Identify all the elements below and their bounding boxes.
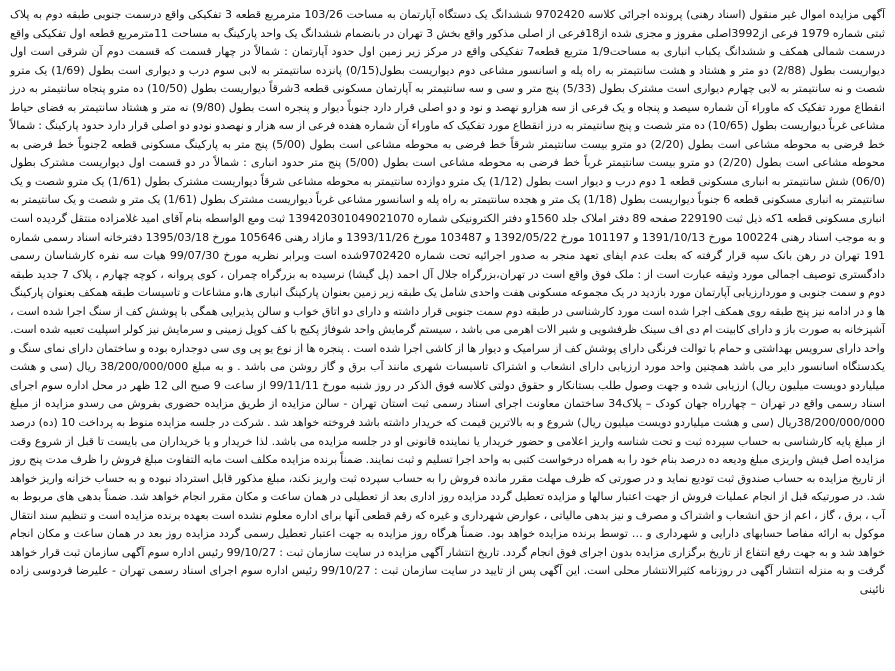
auction-notice-text: آگهی مزایده اموال غیر منقول (اسناد رهنی) پرونده اجرائی کلاسه 9702420 ششدانگ یک دستگاه آپارتمان به مساحت 103/26 مترمربع قطعه 3 تفکیکی واقع درسمت جنوبی طبقه دوم به پلاک ثبتی شماره 1979 فرعی از3992اصلی مفروز و مجزی شده از18فرعی از اصلی مذکور واقع بخش 3 تهران در بانضمام ششدانگ یک واحد پارکینگ به مساحت 11مترمربع قطعه اول تفکیکی واقع درسمت شمالی همکف و ششدانگ یکباب انباری به مساحت1/9 متربع قطعه7 تفکیکی واقع در مرکز زیر زمین اول حدود آپارتمان : شمالاً در چهار قسمت که قسمت دوم آن شرقی است اول دیواریست بطول (2/88) دو متر و هشتاد و هشت سانتیمتر به راه پله و اسانسور مشاعی دوم دیواریست بطول(0/15) پانزده سانتیمتر به لابی سوم درب و دیواری است بطول (1/69) یک مترو شصت و نه سانتیمتر به لابی چهارم دیواری است مشترک بطول (5/33) پنج متر و سی و سه سانتیمتر به آپارتمان مسکونی قطعه 3شرقاً دیواریست بطول (10/50) ده مترو پنجاه سانتیمتر به درز انقطاع مورد تفکیک که ماوراء آن شماره سیصد و پنجاه و یک فرعی از سه هزارو نهصد و نود و دو اصلی قرار دارد جنوباً دیوار و پنجره است بطول (9/80) نه متر و هشتاد سانتیمتر به فضای حیاط مشاعی غرباً دیواریست بطول (10/65) ده متر شصت و پنج سانتیمتر به درز انقطاع مورد تفکیک که ماوراء آن شماره هفده فرعی از سه هزار و نهصدو نودو دو اصلی قرار دارد حدود پارکینگ : شمالاً خط فرضی به محوطه مشاعی است بطول (2/20) دو مترو بیست سانتیمتر شرقاً خط فرضی به محوطه مشاعی است بطول (5/00) پنج متر به پارکینگ مسکونی قطعه 2جنوباً خط فرضی به محوطه مشاعی است بطول (2/20) دو مترو بیست سانتیمتر غرباً خط فرضی به محوطه مشاعی است بطول (5/00) پنج متر حدود انباری : شمالاً در دو قسمت اول دیواریست مشترک بطول (06/0) شش سانتیمتر به انباری مسکونی قطعه 1 دوم درب و دیوار است بطول (1/12) یک مترو دوازده سانتیمتر به محوطه مشاعی شرقاً دیواریست مشترک بطول (1/61) یک مترو شصت و یک سانتیمتر به انباری مسکونی قطعه 6 جنوباً دیواریست بطول (1/18) یک متر و هجده سانتیمتر به راه پله و اسانسور مشاعی غرباً دیواریست مشترک بطول (1/61) یک متر و شصت و یک سانتیمتر به انباری مسکونی قطعه 1که ذیل ثبت 229190 صفحه 89 دفتر املاک جلد 1560و دفتر الکترونیکی شماره 139420301049021070 ثبت ومع الواسطه بنام آقای امید غلامزاده منتقل گردیده است و به موجب اسناد رهنی 100224 مورخ 1391/10/13 و 101197 مورخ 1392/05/22 و 103487 مورخ 1393/11/26 و مازاد رهنی 105646 مورخ 1395/03/18 دفترخانه اسناد رسمی شماره 191 تهران در رهن بانک سپه قرار گرفته که بعلت عدم ایفای تعهد منجر به صدور اجرائیه تحت شماره 9702420شده است وبرابر نظریه مورخ 99/07/30 هیات سه نفره کارشناسان رسمی دادگستری توصیف اجمالی مورد وثیقه عبارت است از : ملک فوق واقع است در تهران،بزرگراه جلال آل احمد (پل گیشا) نرسیده به بزرگراه چمران ، کوی پروانه ، کوچه چهارم ، پلاک 7 جدید طبقه دوم و سمت جنوبی و موردارزیابی آپارتمان مورد بازدید در یک مجموعه مسکونی هفت واحدی شامل یک طبقه زیر زمین بعنوان پارکینگ انباری ها،و مشاعات و تاسیسات طبقه همکف بعنوان پارکینگ ها و در ادامه نیز پنج طبقه روی همکف اجرا شده است مورد کارشناسی در طبقه دوم سمت جنوبی قرار داشته و دارای دو اتاق خواب و سالن پذیرایی همگی با پوشش کف از سنگ اجرا شده است ، آشپزخانه به صورت باز و دارای کابینت ام دی اف سینک ظرفشویی و شیر الات اهرمی می باشد ، سیستم گرمایش واحد شوفاژ پکیج با کف کوپل زمینی و سرمایش نیز کولر اسپلیت تعبیه شده است. واحد دارای سرویس بهداشتی و حمام با توالت فرنگی دارای پوشش کف از سرامیک و دیوار ها از کاشی اجرا شده است . پنجره ها از نوع یو پی وی سی دوجداره بوده و ساختمان دارای نمای سنگ و یکدستگاه اسانسور دایر می باشد همچنین واحد مورد ارزیابی دارای انشعاب و اشتراک تاسیسات شهری مانند آب برق و گاز روشن می باشد . و به مبلغ 38/200/000/000 ریال (سی و هشت میلیاردو دویست میلیون ریال) ارزیابی شده و جهت وصول طلب بستانکار و حقوق دولتی کلاسه فوق الذکر در روز شنبه مورخ 99/11/11 از ساعت 9 صبح الی 12 ظهر در محل اداره سوم اجرای اسناد رسمی واقع در تهران – چهارراه جهان کودک – پلاک34 ساختمان معاونت اجرای اسناد رسمی ثبت استان تهران - سالن مزایده از طریق مزایده حضوری بفروش می رسدو مزایده از مبلغ 38/200/000/000ریال (سی و هشت میلیاردو دویست میلیون ریال) شروع و به بالاترین قیمت که خریدار داشته باشد فروخته خواهد شد . شرکت در جلسه مزایده منوط به پرداخت 10 (ده) درصد از مبلغ پایه کارشناسی به حساب سپرده ثبت و تحت شناسه واریز اعلامی و حضور خریدار یا نماینده قانونی او در جلسه مزایده می باشد. لذا خریدار و یا خریداران می بایست تا قبل از شروع وقت مزایده اصل فیش واریزی مبلغ ودیعه ده درصد بنام خود را به همراه درخواست کتبی به واحد اجرا تسلیم و ثبت نمایند. ضمناً برنده مزایده مکلف است مابه التفاوت مبلغ فروش را ظرف مدت پنج روز از تاریخ مزایده به حساب صندوق ثبت تودیع نماید و در صورتی که ظرف مهلت مقرر مانده فروش را به حساب سپرده ثبت واریز نکند، مبلغ مذکور قابل استرداد نبوده و به حساب خزانه واریز خواهد شد. در صورتیکه قبل از انجام عملیات فروش از جهت اعتبار سالها و مزایده تعطیل گردد مزایده روز اداری بعد از تعطیلی در همان ساعت و مکان مقرر انجام خواهد شد. ضمناً بدهی های مربوط به آب ، برق ، گاز ، اعم از حق انشعاب و اشتراک و مصرف و نیز بدهی مالیاتی ، عوارض شهرداری و غیره که رقم قطعی آنها برای اداره معلوم نشده است بعهده برنده مزایده است و تنظیم سند انتقال موکول به ارائه مفاصا حسابهای دارایی و شهرداری و … توسط برنده مزایده خواهد بود. ضمناً هرگاه روز مزایده به جهت اعتبار تعطیل رسمی گردد مزایده روز بعد در همان ساعت و مکان انجام خواهد شد و به جهت رفع انتفاع از تاریخ برگزاری مزایده بدون اجرای فوق انجام گردد. تاریخ انتشار آگهی مزایده در سایت سازمان ثبت : 99/10/27 رئیس اداره سوم آگهی سازمان ثبت قرار خواهد گرفت و به منزله انتشار آگهی در روزنامه کثیرالانتشار محلی است. این آگهی پس از تایید در سایت سازمان ثبت : 99/10/27 رئیس اداره سوم اجرای اسناد رسمی تهران - علیرضا فردوسی زاده نائینی [10,8,886,596]
